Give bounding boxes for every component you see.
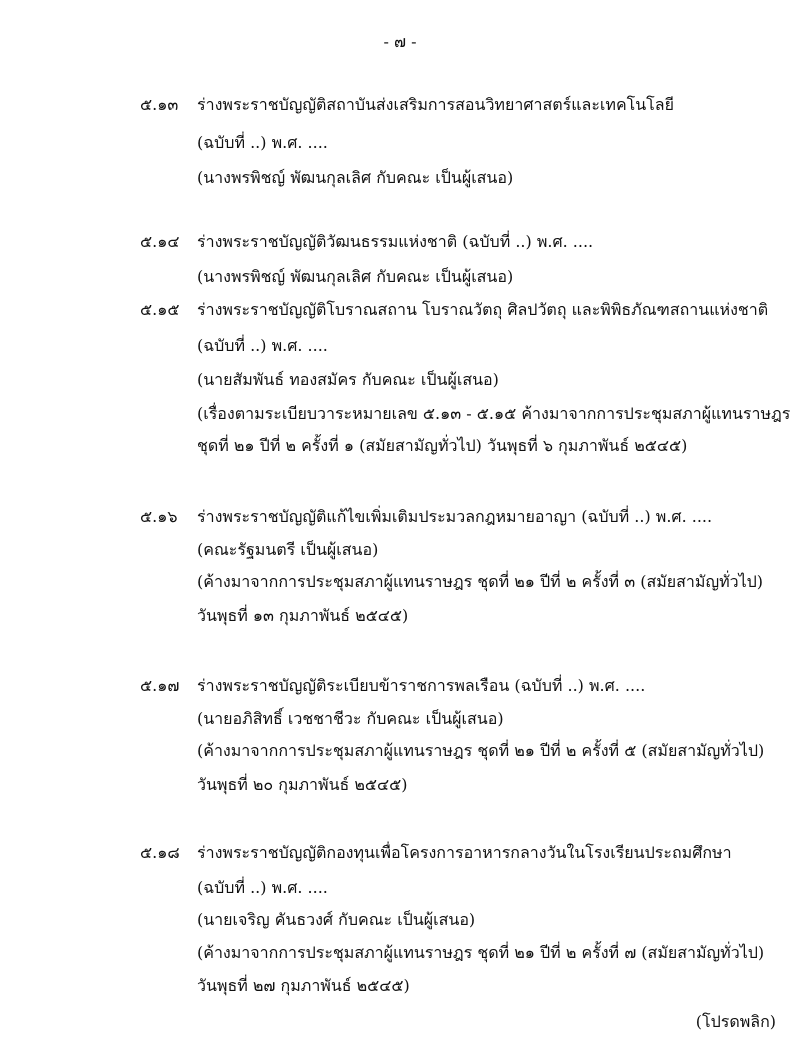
item-line: ร่างพระราชบัญญัติวัฒนธรรมแห่งชาติ (ฉบับที่ ..) พ.ศ. ....: [197, 232, 594, 251]
item-line: (นายเจริญ คันธวงศ์ กับคณะ เป็นผู้เสนอ): [197, 910, 476, 929]
item-line: วันพุธที่ ๒๐ กุมภาพันธ์ ๒๕๔๕): [197, 775, 408, 794]
item-number: ๕.๑๓: [140, 95, 179, 114]
item-line: วันพุธที่ ๑๓ กุมภาพันธ์ ๒๕๔๕): [197, 606, 409, 625]
item-line: (ฉบับที่ ..) พ.ศ. ....: [197, 133, 328, 152]
item-line: (ค้างมาจากการประชุมสภาผู้แทนราษฎร ชุดที่ ๒๑ ปีที่ ๒ ครั้งที่ ๓ (สมัยสามัญทั่วไป): [197, 572, 764, 591]
item-number: ๕.๑๔: [140, 232, 180, 251]
item-line: ร่างพระราชบัญญัติโบราณสถาน โบราณวัตถุ ศิลปวัตถุ และพิพิธภัณฑสถานแห่งชาติ: [197, 300, 769, 319]
item-line: ร่างพระราชบัญญัติสถาบันส่งเสริมการสอนวิทยาศาสตร์และเทคโนโลยี: [197, 95, 674, 114]
item-number: ๕.๑๗: [140, 676, 180, 695]
item-line: (ค้างมาจากการประชุมสภาผู้แทนราษฎร ชุดที่ ๒๑ ปีที่ ๒ ครั้งที่ ๕ (สมัยสามัญทั่วไป): [197, 741, 765, 760]
item-line: ชุดที่ ๒๑ ปีที่ ๒ ครั้งที่ ๑ (สมัยสามัญทั่วไป) วันพุธที่ ๖ กุมภาพันธ์ ๒๕๔๕): [197, 436, 688, 455]
item-line: (เรื่องตามระเบียบวาระหมายเลข ๕.๑๓ - ๕.๑๕ ค้างมาจากการประชุมสภาผู้แทนราษฎร: [197, 404, 791, 423]
item-line: (นายสัมพันธ์ ทองสมัคร กับคณะ เป็นผู้เสนอ): [197, 370, 499, 389]
turn-over-note: (โปรดพลิก): [695, 1012, 776, 1031]
item-line: (ฉบับที่ ..) พ.ศ. ....: [197, 878, 328, 897]
item-line: ร่างพระราชบัญญัติระเบียบข้าราชการพลเรือน (ฉบับที่ ..) พ.ศ. ....: [197, 676, 646, 695]
item-line: (ค้างมาจากการประชุมสภาผู้แทนราษฎร ชุดที่ ๒๑ ปีที่ ๒ ครั้งที่ ๗ (สมัยสามัญทั่วไป): [197, 943, 765, 962]
item-line: (นางพรพิชญ์ พัฒนกุลเลิศ กับคณะ เป็นผู้เสนอ): [197, 267, 514, 286]
item-number: ๕.๑๘: [140, 843, 180, 862]
item-line: (ฉบับที่ ..) พ.ศ. ....: [197, 336, 328, 355]
item-line: วันพุธที่ ๒๗ กุมภาพันธ์ ๒๕๔๕): [197, 976, 410, 995]
item-number: ๕.๑๖: [140, 507, 178, 526]
item-line: (นายอภิสิทธิ์ เวชชาชีวะ กับคณะ เป็นผู้เสนอ): [197, 709, 504, 728]
page-number: - ๗ -: [383, 32, 417, 51]
item-line: ร่างพระราชบัญญัติกองทุนเพื่อโครงการอาหารกลางวันในโรงเรียนประถมศึกษา: [197, 843, 732, 862]
item-line: ร่างพระราชบัญญัติแก้ไขเพิ่มเติมประมวลกฎหมายอาญา (ฉบับที่ ..) พ.ศ. ....: [197, 507, 713, 526]
item-line: (นางพรพิชญ์ พัฒนกุลเลิศ กับคณะ เป็นผู้เสนอ): [197, 168, 514, 187]
item-line: (คณะรัฐมนตรี เป็นผู้เสนอ): [197, 540, 379, 559]
item-number: ๕.๑๕: [140, 300, 180, 319]
